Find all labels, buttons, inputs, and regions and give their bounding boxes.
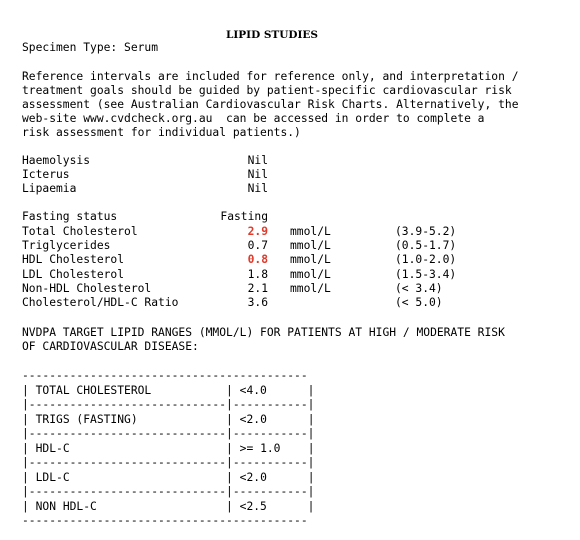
result-row	[0, 282, 580, 296]
target-row: | TOTAL CHOLESTEROL | <4.0 |	[22, 383, 315, 397]
result-reference-range: (1.5-3.4)	[395, 267, 457, 281]
index-row	[0, 168, 580, 182]
index-value: Nil	[247, 154, 268, 167]
result-label: Non-HDL Cholesterol	[22, 281, 152, 295]
nvdpa-heading-line: NVDPA TARGET LIPID RANGES (MMOL/L) FOR PATIENTS AT HIGH / MODERATE RISK	[22, 326, 505, 339]
target-value: <2.5	[239, 499, 267, 513]
result-label: HDL Cholesterol	[22, 253, 125, 267]
result-value: 2.1	[247, 281, 268, 295]
result-row	[0, 225, 580, 239]
target-row: | LDL-C | <2.0 |	[22, 470, 315, 484]
index-row	[0, 182, 580, 196]
specimen-type: Specimen Type: Serum	[22, 41, 159, 54]
disclaimer-line: web-site www.cvdcheck.org.au can be accessed in order to complete a	[22, 112, 485, 125]
report-title: LIPID STUDIES	[225, 29, 319, 41]
result-reference-range: (< 3.4)	[395, 281, 443, 295]
index-value: Nil	[247, 182, 268, 195]
disclaimer-line: treatment goals should be guided by patient-specific cardiovascular risk	[22, 84, 512, 97]
target-name: HDL-C	[35, 441, 70, 455]
result-unit: mmol/L	[290, 281, 331, 295]
index-label: Lipaemia	[22, 182, 77, 195]
result-unit: mmol/L	[290, 239, 331, 253]
index-row	[0, 154, 580, 168]
result-row	[0, 268, 580, 282]
result-row	[0, 253, 580, 267]
target-value: <2.0	[239, 470, 267, 484]
fasting-status-row	[0, 210, 580, 224]
target-row: | NON HDL-C | <2.5 |	[22, 499, 315, 513]
disclaimer-line: risk assessment for individual patients.)	[22, 126, 301, 139]
target-name: TRIGS (FASTING)	[35, 412, 138, 426]
result-unit: mmol/L	[290, 267, 331, 281]
disclaimer-line: Reference intervals are included for reference only, and interpretation /	[22, 70, 519, 83]
index-label: Icterus	[22, 168, 70, 181]
result-unit: mmol/L	[290, 253, 331, 267]
table-separator: |-----------------------------|-----------|	[22, 398, 315, 411]
table-separator: |-----------------------------|-----------|	[22, 485, 315, 498]
result-value: 1.8	[247, 267, 268, 281]
target-value: <4.0	[239, 383, 267, 397]
index-label: Haemolysis	[22, 154, 91, 167]
result-row	[0, 239, 580, 253]
result-label: LDL Cholesterol	[22, 267, 125, 281]
index-value: Nil	[247, 168, 268, 181]
target-row: | TRIGS (FASTING) | <2.0 |	[22, 412, 315, 426]
result-unit: mmol/L	[290, 225, 331, 238]
result-value: 3.6	[247, 296, 268, 309]
result-reference-range: (< 5.0)	[395, 296, 443, 309]
result-value: 0.7	[247, 239, 268, 253]
target-name: TOTAL CHOLESTEROL	[35, 383, 152, 397]
fasting-status-value: Fasting	[220, 210, 268, 223]
result-value: 2.9	[247, 225, 268, 238]
fasting-status-label: Fasting status	[22, 210, 118, 223]
target-value: >= 1.0	[239, 441, 281, 455]
target-row: | HDL-C | >= 1.0 |	[22, 441, 315, 455]
table-border: ------------------------------------------	[22, 369, 308, 382]
result-reference-range: (0.5-1.7)	[395, 239, 457, 253]
result-label: Triglycerides	[22, 239, 111, 253]
target-value: <2.0	[239, 412, 267, 426]
table-border: ------------------------------------------	[22, 514, 308, 527]
target-ranges-table	[22, 369, 315, 529]
target-name: NON HDL-C	[35, 499, 97, 513]
table-separator: |-----------------------------|-----------|	[22, 456, 315, 469]
nvdpa-heading-line: OF CARDIOVASCULAR DISEASE:	[22, 340, 199, 353]
table-separator: |-----------------------------|-----------|	[22, 427, 315, 440]
result-reference-range: (1.0-2.0)	[395, 253, 457, 267]
result-reference-range: (3.9-5.2)	[395, 225, 457, 238]
result-row	[0, 296, 580, 310]
target-name: LDL-C	[35, 470, 70, 484]
result-label: Cholesterol/HDL-C Ratio	[22, 296, 179, 309]
result-label: Total Cholesterol	[22, 225, 138, 238]
disclaimer-line: assessment (see Australian Cardiovascular Risk Charts. Alternatively, the	[22, 98, 519, 111]
result-value: 0.8	[247, 253, 268, 267]
